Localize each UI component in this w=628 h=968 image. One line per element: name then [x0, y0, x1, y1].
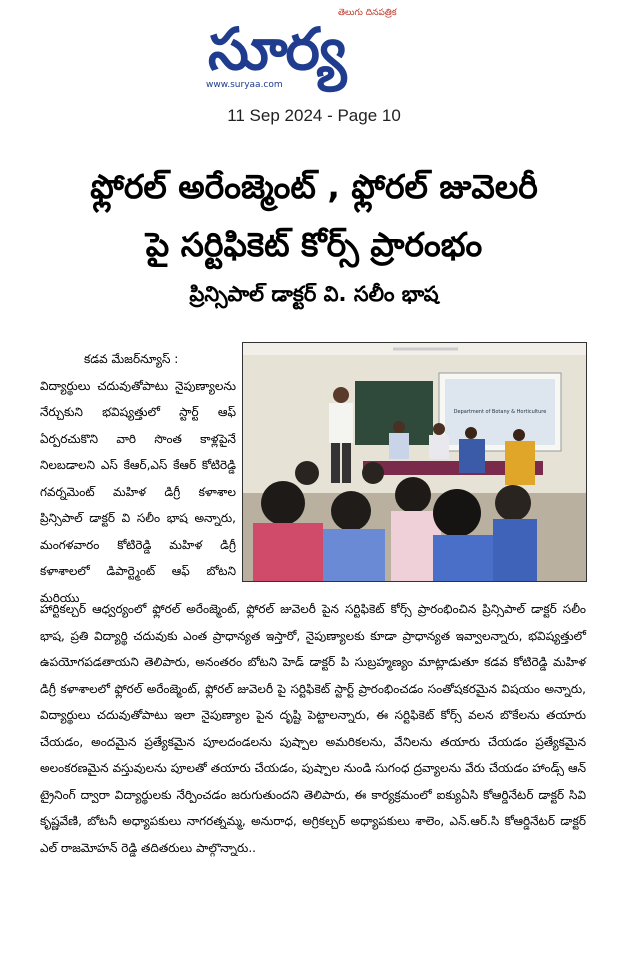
masthead-tagline: తెలుగు దినపత్రిక — [338, 8, 397, 18]
subheadline: ప్రిన్సిపాల్ డాక్టర్ వి. సలీం భాష — [189, 282, 439, 306]
headline-line-1: ఫ్లోరల్ అరేంజ్మెంట్ , ఫ్లోరల్ జువెలరీ — [90, 167, 538, 206]
newspaper-logo: సూర్య — [208, 15, 345, 83]
news-photo — [242, 342, 587, 582]
article-column — [40, 346, 236, 611]
article-column-body: విద్యార్థులు చదువుతోపాటు నైపుణ్యాలను నేర్చుకుని భవిష్యత్తులో స్టార్ట్ ఆఫ్ ఏర్పరచుకొని వారి సొంత కాళ్లపైనే నిలబడాలని ఎస్ కేఆర్,ఎస్ కేఆర్ కోటిరెడ్డి గవర్నమెంట్ మహిళ డిగ్రీ కళాశాల ప్రిన్సిపాల్ డాక్టర్ వి సలీం భాష అన్నారు, మంగళవారం కోటిరెడ్డి మహిళ డిగ్రీ కళాశాలలో డిపార్ట్మెంట్ ఆఫ్ బోటని మరియు — [40, 378, 236, 605]
screen-banner-text: Department of Botany & Horticulture — [453, 409, 547, 415]
headline — [0, 158, 628, 274]
headline-line-2: పై సర్టిఫికెట్ కోర్స్ ప్రారంభం — [145, 225, 483, 264]
classroom-photo-illustration — [243, 343, 586, 581]
dateline: 11 Sep 2024 - Page 10 — [227, 106, 401, 125]
article-lead: కడవ మేజర్‌న్యూస్ : — [84, 352, 179, 366]
newspaper-masthead — [200, 6, 430, 96]
article-body: హార్టికల్చర్ ఆధ్వర్యంలో ఫ్లోరల్ అరేంజ్మెంట్, ఫ్లోరల్ జువెలరీ పైన సర్టిఫికెట్ కోర్స్ ప్రారంభించిన ప్రిన్సిపాల్ డాక్టర్ సలీం భాష, ప్రతి విద్యార్థి చదువుకు ఎంత ప్రాధాన్యత ఇస్తారో, నైపుణ్యాలకు కూడా ప్రాధాన్యత ఇవ్వాలన్నారు, భవిష్యత్తులో ఉపయోగపడతాయని తెలిపారు, అనంతరం బోటని హెడ్ డాక్టర్ పి సుబ్రహ్మణ్యం మాట్లాడుతూ కడవ కోటిరెడ్డి మహిళ డిగ్రీ కళాశాలలో ఫ్లోరల్ అరేంజ్మెంట్, ఫ్లోరల్ జువెలరీ పై సర్టిఫికెట్ స్టార్ట్ ప్రారంభించడం సంతోషకరమైన విషయం అన్నారు, విద్యార్థులు చదువుతోపాటు ఇలా నైపుణ్యాల పైన దృష్టి పెట్టాలన్నారు, ఈ సర్టిఫికెట్ కోర్స్ వలన బొకేలను తయారు చేయడం, అందమైన ప్రత్యేకమైన పూలదండలను పుష్పాల అమరికలను, వేనిలను తయారు చేయడం ప్రత్యేకమైన అలంకరణమైన వస్తువులను పూలతో తయారు చేయడం, పుష్పాల నుండి సుగంధ ద్రవ్యాలను వేరు చేయడం హాండ్స్ ఆన్ ట్రైనింగ్ ద్వారా విద్యార్థులకు నేర్పించడం జరుగుతుందని తెలిపారు, ఈ కార్యక్రమంలో ఐక్యుఏసి కోఆర్డినేటర్ డాక్టర్ సివి కృష్ణవేణి, బోటనీ అధ్యాపకులు నాగరత్నమ్మ, అనురాధ, అగ్రికల్చర్ అధ్యాపకులు శాలెం, ఎన్.ఆర్.సి కోఆర్డినేటర్ డాక్టర్ ఎల్ రాజమోహన్ రెడ్డి తదితరులు పాల్గొన్నారు.. — [40, 602, 586, 855]
masthead-url: www.suryaa.com — [206, 80, 283, 90]
